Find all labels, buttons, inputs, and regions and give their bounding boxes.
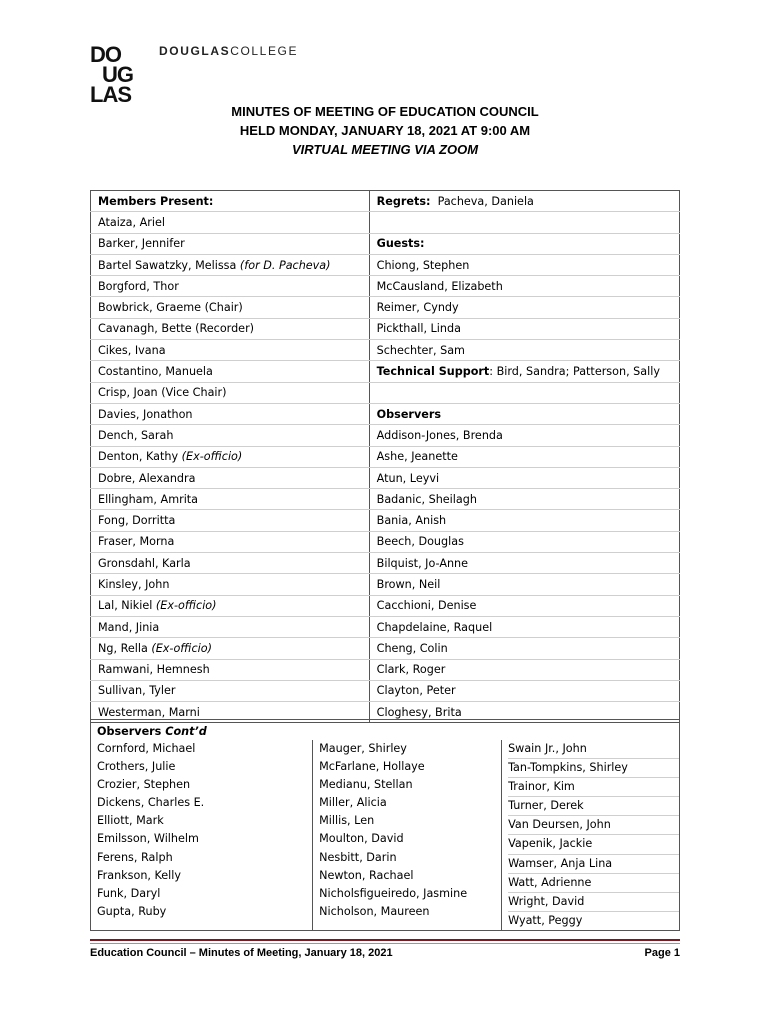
member-name: Davies, Jonathon bbox=[91, 403, 370, 424]
observer-name: Medianu, Stellan bbox=[319, 778, 413, 792]
svg-text:LAS: LAS bbox=[90, 82, 131, 104]
observer-name: Van Deursen, John bbox=[508, 816, 679, 835]
observer-name: Clayton, Peter bbox=[369, 680, 679, 701]
observer-name: McFarlane, Hollaye bbox=[319, 760, 425, 774]
attendance-row bbox=[91, 318, 680, 339]
member-name: Crisp, Joan (Vice Chair) bbox=[91, 382, 370, 403]
observer-name: Swain Jr., John bbox=[508, 740, 679, 759]
footer-rule-thin bbox=[90, 943, 680, 944]
attendance-row bbox=[91, 382, 680, 403]
attendance-row bbox=[91, 531, 680, 552]
member-name: Ramwani, Hemnesh bbox=[91, 659, 370, 680]
attendance-row bbox=[91, 276, 680, 297]
attendance-row bbox=[91, 446, 680, 467]
attendance-row bbox=[91, 297, 680, 318]
attendance-table bbox=[90, 190, 680, 723]
attendance-row bbox=[91, 616, 680, 637]
observer-name: Chapdelaine, Raquel bbox=[369, 616, 679, 637]
member-name: Bowbrick, Graeme (Chair) bbox=[91, 297, 370, 318]
observer-name: Funk, Daryl bbox=[97, 886, 161, 900]
member-name: Dobre, Alexandra bbox=[91, 467, 370, 488]
title-line-3: VIRTUAL MEETING VIA ZOOM bbox=[291, 142, 479, 157]
observers-col-3 bbox=[502, 740, 680, 930]
observer-name: Bilquist, Jo-Anne bbox=[369, 553, 679, 574]
observer-name: Cacchioni, Denise bbox=[369, 595, 679, 616]
guest-name: Schechter, Sam bbox=[369, 340, 679, 361]
observer-name: Millis, Len bbox=[319, 814, 375, 828]
observer-name: Emilsson, Wilhelm bbox=[97, 832, 199, 846]
member-name: Cikes, Ivana bbox=[91, 340, 370, 361]
observer-name: Badanic, Sheilagh bbox=[369, 489, 679, 510]
observer-name: Brown, Neil bbox=[369, 574, 679, 595]
observer-name: Nicholson, Maureen bbox=[319, 904, 430, 918]
attendance-row bbox=[91, 489, 680, 510]
tech-support-value: : Bird, Sandra; Patterson, Sally bbox=[489, 365, 660, 379]
attendance-row bbox=[91, 467, 680, 488]
member-name: Fong, Dorritta bbox=[91, 510, 370, 531]
attendance-row bbox=[91, 574, 680, 595]
observer-name: Moulton, David bbox=[319, 832, 404, 846]
observer-name: Nesbitt, Darin bbox=[319, 850, 397, 864]
attendance-row bbox=[91, 553, 680, 574]
title-line-2: HELD MONDAY, JANUARY 18, 2021 AT 9:00 AM bbox=[239, 123, 531, 138]
observer-name: Crothers, Julie bbox=[97, 760, 176, 774]
observer-name: Cloghesy, Brita bbox=[369, 702, 679, 723]
footer-title: Education Council – Minutes of Meeting, January 18, 2021 bbox=[90, 947, 393, 959]
member-name: Ellingham, Amrita bbox=[91, 489, 370, 510]
observers-contd-header: Observers Cont’d bbox=[91, 720, 680, 741]
member-name: Gronsdahl, Karla bbox=[91, 553, 370, 574]
member-name: Sullivan, Tyler bbox=[91, 680, 370, 701]
attendance-row bbox=[91, 659, 680, 680]
observer-name: Dickens, Charles E. bbox=[97, 796, 205, 810]
member-name: Costantino, Manuela bbox=[91, 361, 370, 382]
member-name: Ataiza, Ariel bbox=[91, 212, 370, 233]
observer-name: Cornford, Michael bbox=[97, 742, 196, 755]
observer-name: Newton, Rachael bbox=[319, 868, 414, 882]
observer-name: Miller, Alicia bbox=[319, 796, 387, 810]
observer-name: Gupta, Ruby bbox=[97, 904, 167, 918]
member-name: Borgford, Thor bbox=[91, 276, 370, 297]
guest-name: McCausland, Elizabeth bbox=[369, 276, 679, 297]
footer-rule bbox=[90, 939, 680, 941]
member-name: Dench, Sarah bbox=[91, 425, 370, 446]
observer-name: Crozier, Stephen bbox=[97, 778, 191, 792]
regrets-value: Pacheva, Daniela bbox=[437, 194, 534, 208]
observer-name: Frankson, Kelly bbox=[97, 868, 182, 882]
guest-name: Reimer, Cyndy bbox=[369, 297, 679, 318]
observer-name: Elliott, Mark bbox=[97, 814, 164, 828]
members-header: Members Present: bbox=[98, 194, 214, 208]
observers-header: Observers bbox=[376, 407, 441, 421]
regrets-label: Regrets: bbox=[376, 194, 431, 208]
observer-name: Ashe, Jeanette bbox=[369, 446, 679, 467]
member-name: Mand, Jinia bbox=[91, 616, 370, 637]
attendance-row bbox=[91, 191, 680, 212]
member-name: Kinsley, John bbox=[91, 574, 370, 595]
observer-name: Watt, Adrienne bbox=[508, 874, 679, 893]
attendance-row bbox=[91, 425, 680, 446]
member-name: Bartel Sawatzky, Melissa (for D. Pacheva) bbox=[91, 254, 370, 275]
observer-name: Turner, Derek bbox=[508, 797, 679, 816]
attendance-row bbox=[91, 361, 680, 382]
attendance-row bbox=[91, 510, 680, 531]
observer-name: Cheng, Colin bbox=[369, 638, 679, 659]
observers-contd-table bbox=[90, 719, 680, 931]
college-logo bbox=[90, 44, 152, 104]
observers-col-1 bbox=[91, 740, 313, 930]
attendance-row bbox=[91, 595, 680, 616]
title-line-1: MINUTES OF MEETING OF EDUCATION COUNCIL bbox=[231, 104, 539, 119]
attendance-row bbox=[91, 638, 680, 659]
svg-text:DO: DO bbox=[90, 44, 121, 67]
guest-name: Chiong, Stephen bbox=[369, 254, 679, 275]
attendance-row bbox=[91, 254, 680, 275]
attendance-row bbox=[91, 680, 680, 701]
observer-name: Atun, Leyvi bbox=[369, 467, 679, 488]
member-name: Lal, Nikiel (Ex-officio) bbox=[91, 595, 370, 616]
member-name: Barker, Jennifer bbox=[91, 233, 370, 254]
observer-name: Beech, Douglas bbox=[369, 531, 679, 552]
guests-header: Guests: bbox=[376, 237, 425, 251]
college-wordmark: DOUGLASCOLLEGE bbox=[159, 44, 299, 58]
observer-name: Wamser, Anja Lina bbox=[508, 855, 679, 874]
guest-name: Pickthall, Linda bbox=[369, 318, 679, 339]
observer-name: Mauger, Shirley bbox=[319, 742, 407, 755]
document-title bbox=[0, 102, 770, 159]
page-number: Page 1 bbox=[644, 947, 680, 959]
member-name: Westerman, Marni bbox=[91, 702, 370, 723]
observer-name: Ferens, Ralph bbox=[97, 850, 173, 864]
observer-name: Wright, David bbox=[508, 893, 679, 912]
attendance-row bbox=[91, 233, 680, 254]
observer-name: Vapenik, Jackie bbox=[508, 835, 679, 854]
attendance-row bbox=[91, 403, 680, 424]
tech-support-label: Technical Support bbox=[376, 365, 490, 379]
observer-name: Trainor, Kim bbox=[508, 778, 679, 797]
observer-name: Tan-Tompkins, Shirley bbox=[508, 759, 679, 778]
observer-name: Wyatt, Peggy bbox=[508, 913, 583, 927]
observer-name: Addison-Jones, Brenda bbox=[369, 425, 679, 446]
observers-col-2 bbox=[313, 740, 502, 930]
attendance-row bbox=[91, 340, 680, 361]
observer-name: Nicholsfigueiredo, Jasmine bbox=[319, 886, 468, 900]
member-name: Denton, Kathy (Ex-officio) bbox=[91, 446, 370, 467]
observer-name: Bania, Anish bbox=[369, 510, 679, 531]
member-name: Ng, Rella (Ex-officio) bbox=[91, 638, 370, 659]
member-name: Cavanagh, Bette (Recorder) bbox=[91, 318, 370, 339]
member-name: Fraser, Morna bbox=[91, 531, 370, 552]
attendance-row bbox=[91, 212, 680, 233]
observer-name: Clark, Roger bbox=[369, 659, 679, 680]
svg-text:UG: UG bbox=[102, 62, 133, 87]
